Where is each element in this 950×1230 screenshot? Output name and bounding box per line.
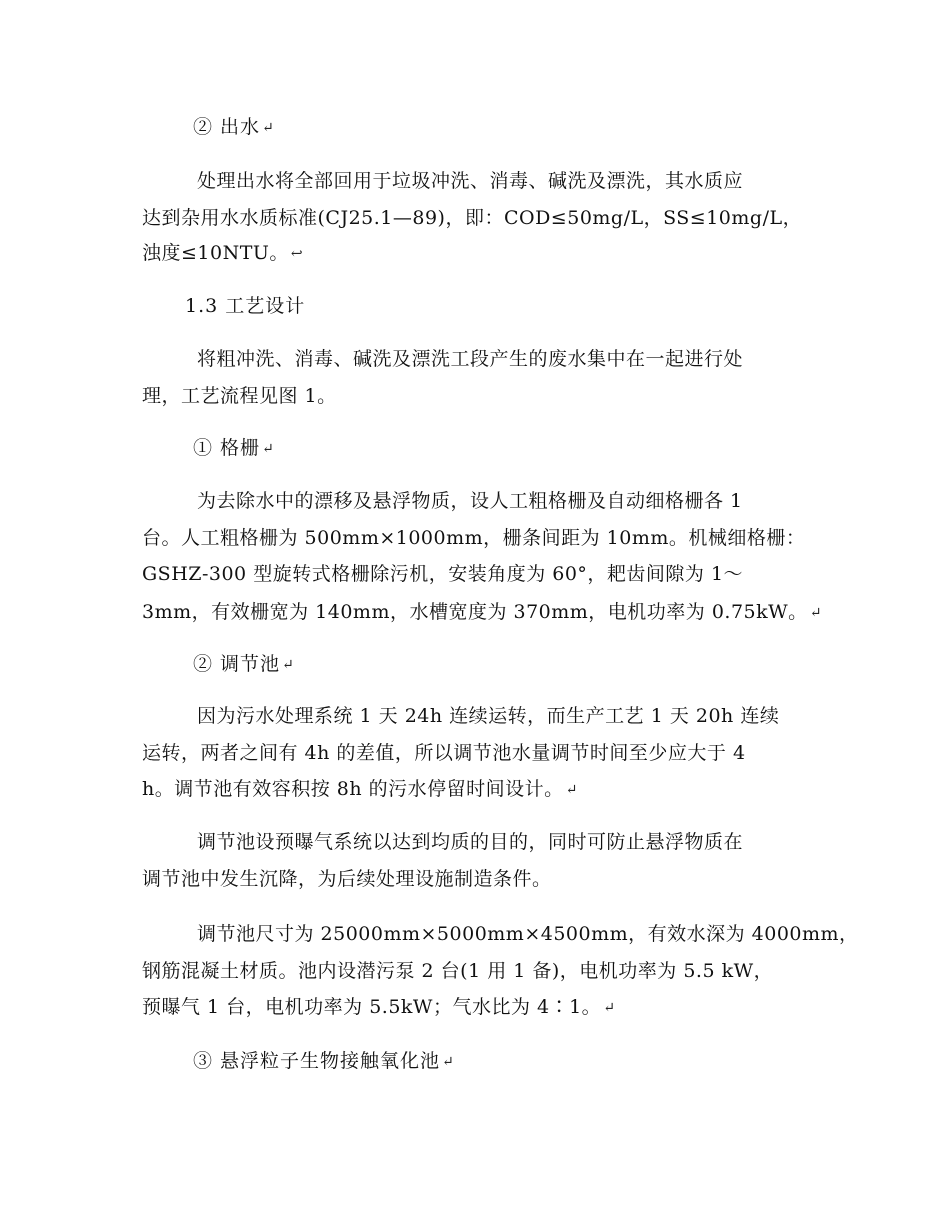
heading-suspended-particle-text: ③ 悬浮粒子生物接触氧化池 — [193, 1050, 441, 1072]
paragraph-line: 处理出水将全部回用于垃圾冲洗、消毒、碱洗及漂洗，其水质应 — [197, 170, 744, 192]
paragraph-line — [142, 603, 822, 622]
paragraph-mark-icon: ↵ — [565, 782, 578, 798]
paragraph-mark-icon: ↵ — [442, 1054, 455, 1070]
paragraph-line — [142, 780, 578, 799]
heading-grille — [193, 439, 275, 458]
paragraph-line — [142, 998, 615, 1017]
heading-regulating-tank-text: ② 调节池 — [193, 653, 281, 675]
paragraph-mark-icon: ↵ — [809, 605, 822, 621]
paragraph-line: 因为污水处理系统 1 天 24h 连续运转，而生产工艺 1 天 20h 连续 — [197, 705, 780, 727]
paragraph-line: 调节池设预曝气系统以达到均质的目的，同时可防止悬浮物质在 — [197, 831, 744, 853]
heading-outflow-text: ② 出水 — [193, 116, 261, 138]
line-end-mark-icon: ↩ — [290, 246, 304, 262]
paragraph-mark-icon: ↵ — [282, 657, 295, 673]
paragraph-line: GSHZ-300 型旋转式格栅除污机，安装角度为 60°，耙齿间隙为 1～ — [142, 563, 744, 585]
paragraph-line: 运转，两者之间有 4h 的差值，所以调节池水量调节时间至少应大于 4 — [142, 742, 746, 764]
paragraph-line-text: 预曝气 1 台，电机功率为 5.5kW；气水比为 4∶1。 — [142, 996, 602, 1018]
heading-outflow — [193, 118, 275, 137]
paragraph-line: 调节池中发生沉降，为后续处理设施制造条件。 — [142, 868, 552, 890]
paragraph-line: 台。人工粗格栅为 500mm×1000mm，栅条间距为 10mm。机械细格栅： — [142, 527, 806, 549]
paragraph-mark-icon: ↵ — [262, 120, 275, 136]
paragraph-line: 达到杂用水水质标准(CJ25.1—89)，即：COD≤50mg/L，SS≤10mg/L， — [142, 207, 803, 229]
heading-grille-text: ① 格栅 — [193, 437, 261, 459]
paragraph-mark-icon: ↵ — [262, 441, 275, 457]
paragraph-mark-icon: ↵ — [603, 1000, 616, 1016]
heading-regulating-tank — [193, 655, 295, 674]
paragraph-line: 为去除水中的漂移及悬浮物质，设人工粗格栅及自动细格栅各 1 — [197, 490, 743, 512]
paragraph-line-text: 浊度≤10NTU。 — [142, 242, 289, 264]
paragraph-line: 将粗冲洗、消毒、碱洗及漂洗工段产生的废水集中在一起进行处 — [197, 348, 744, 370]
paragraph-line-text: h。调节池有效容积按 8h 的污水停留时间设计。 — [142, 778, 564, 800]
paragraph-line — [142, 244, 303, 263]
paragraph-line: 理，工艺流程见图 1。 — [142, 385, 337, 407]
paragraph-line-text: 3mm，有效栅宽为 140mm，水槽宽度为 370mm，电机功率为 0.75kW。 — [142, 601, 808, 623]
heading-process-design: 1.3 工艺设计 — [185, 295, 306, 317]
heading-suspended-particle-tank — [193, 1052, 455, 1071]
paragraph-line: 钢筋混凝土材质。池内设潜污泵 2 台(1 用 1 备)，电机功率为 5.5 kW， — [142, 960, 774, 982]
paragraph-line: 调节池尺寸为 25000mm×5000mm×4500mm，有效水深为 4000mm， — [197, 923, 859, 945]
